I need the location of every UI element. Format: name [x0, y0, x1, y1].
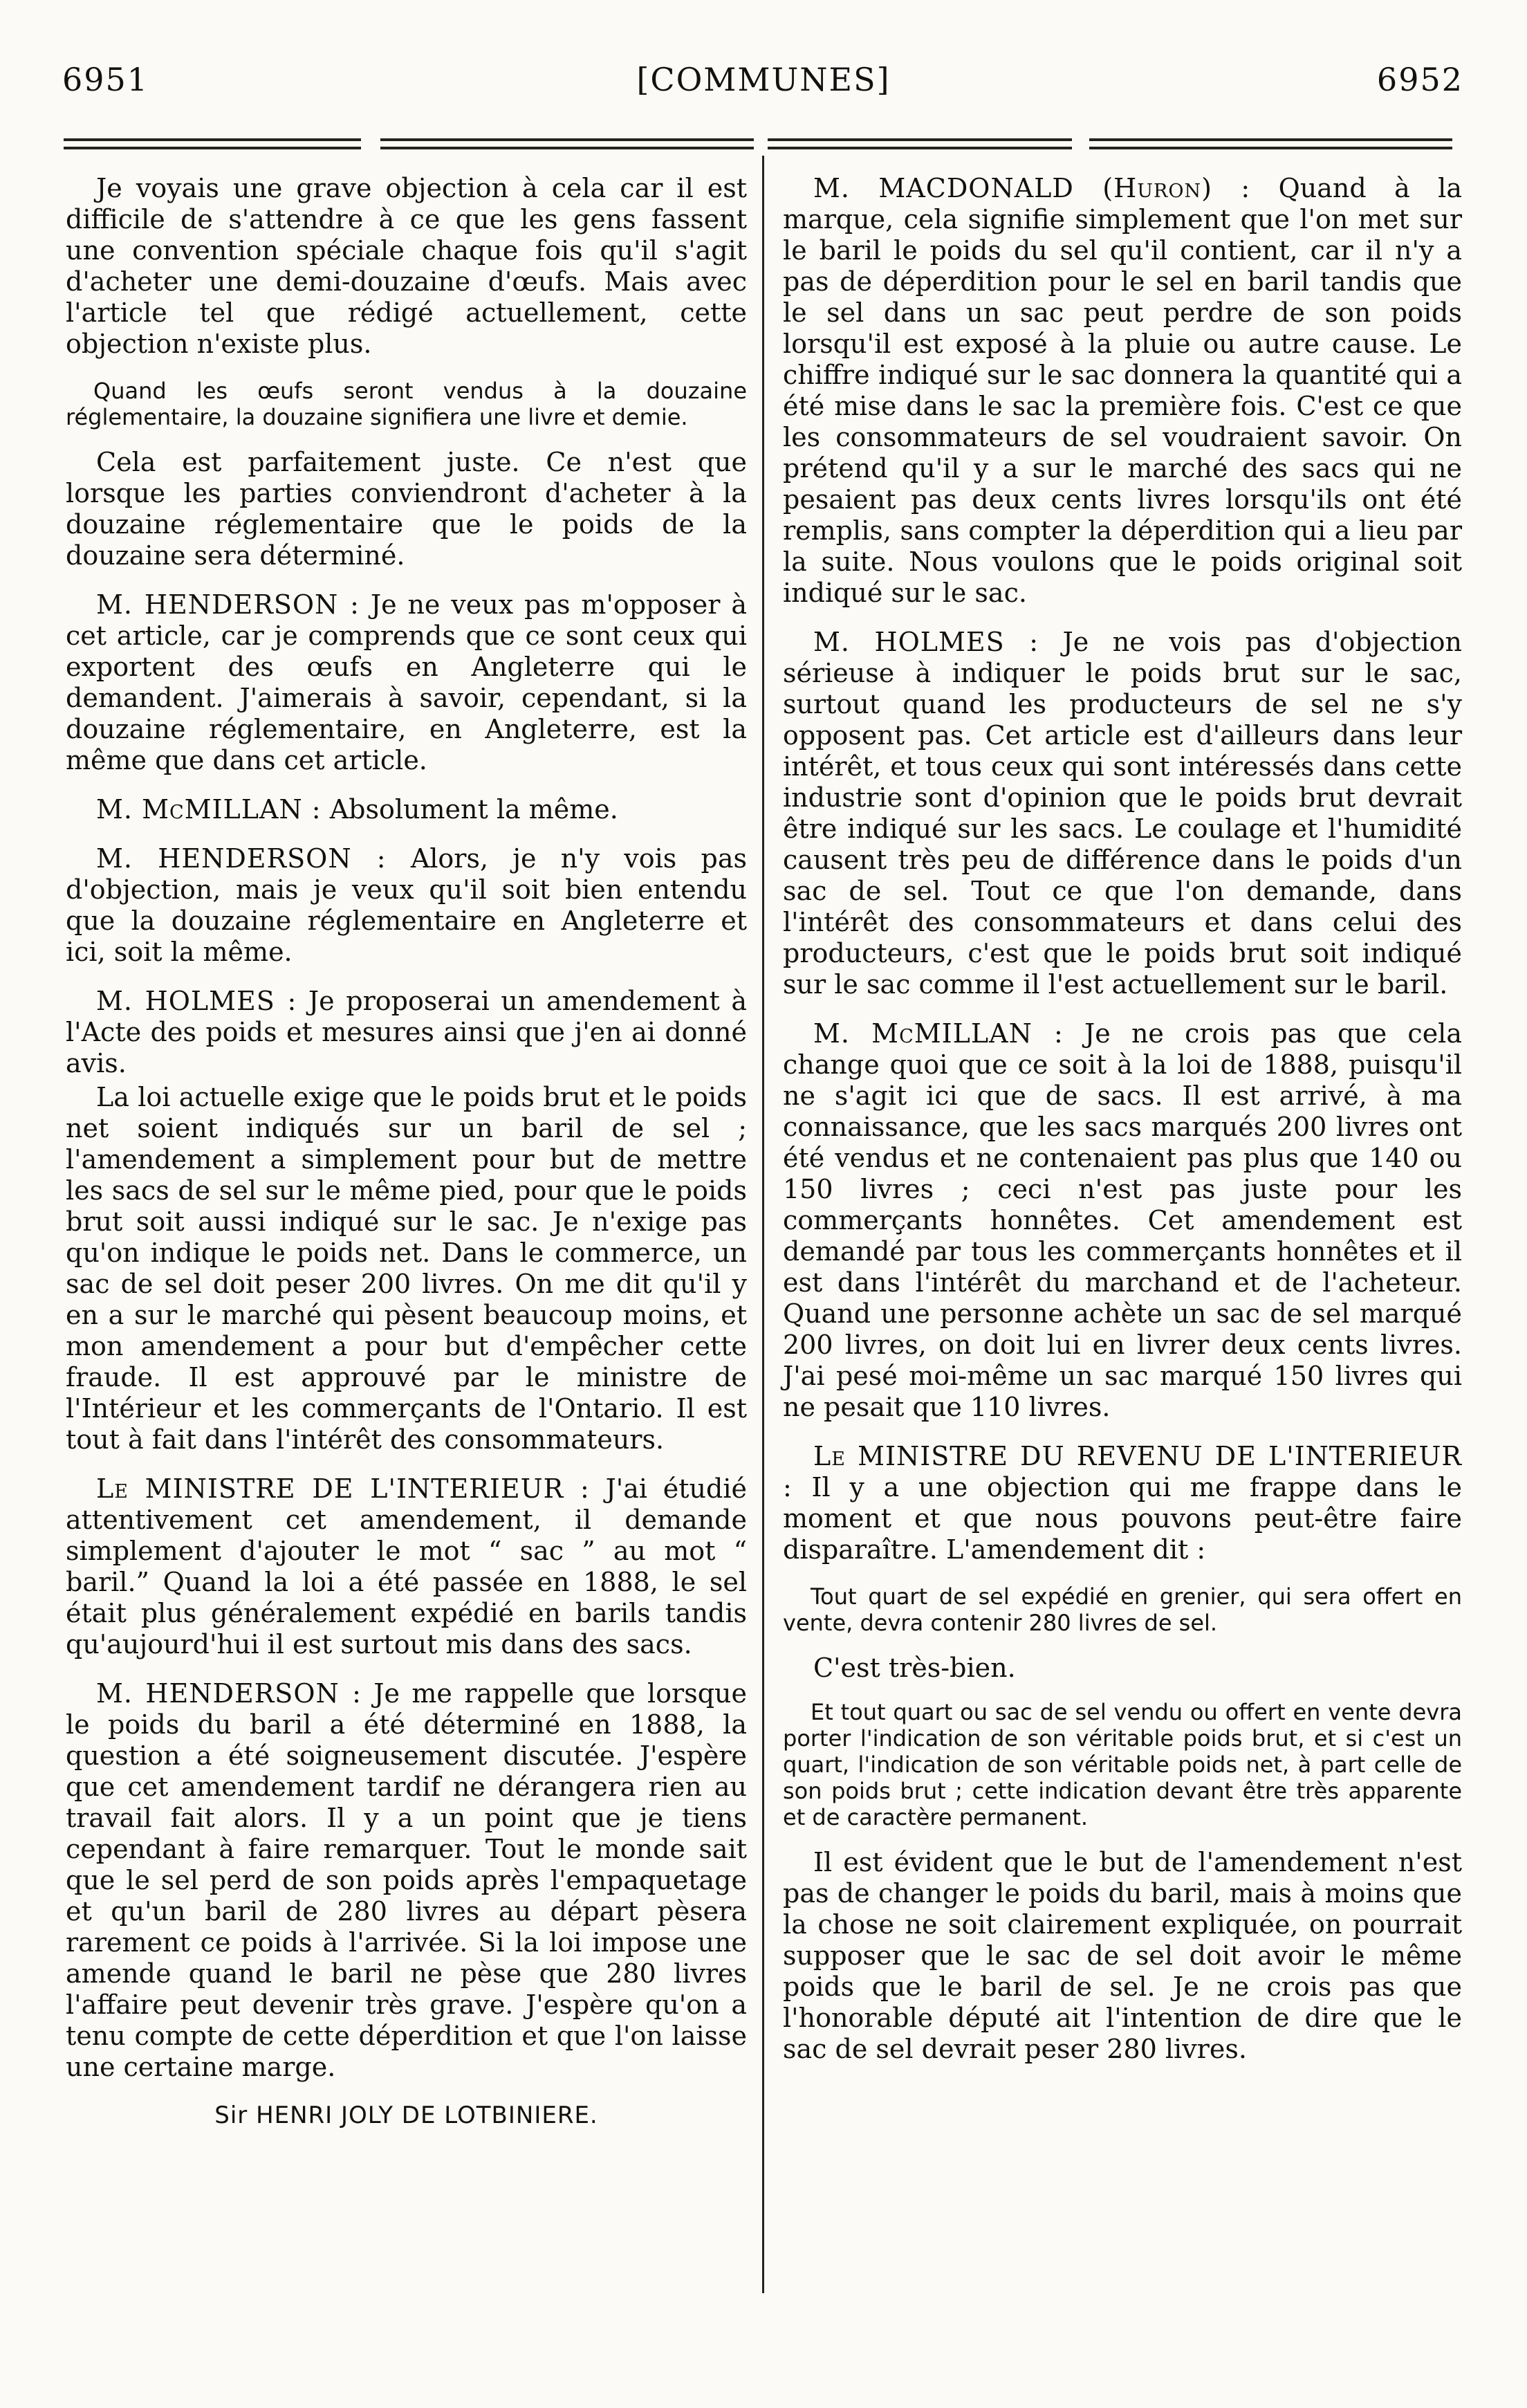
- speaker-name: M. HOLMES :: [96, 986, 297, 1016]
- speech-text: Absolument la même.: [329, 794, 618, 825]
- speech: [783, 1018, 1462, 1423]
- left-column: [66, 173, 747, 2130]
- page-number-left: 6951: [62, 61, 149, 98]
- speaker-name: M. HOLMES :: [813, 627, 1039, 657]
- speaker-name: M. McMILLAN :: [96, 794, 322, 825]
- running-title: [COMMUNES]: [636, 61, 891, 98]
- right-column: [783, 173, 1462, 2083]
- speech: [783, 627, 1462, 1000]
- speaker-name: M. HENDERSON :: [96, 1678, 362, 1709]
- short-remark: C'est très-bien.: [813, 1653, 1016, 1683]
- speaker-heading: Sir HENRI JOLY DE LOTBINIERE.: [214, 2102, 598, 2129]
- speech-text: J'ai étudié attentivement cet amendement, il demande simplement d'ajouter le mot “ sac ” au mot “ baril.” Quand la loi a été passée en 1888, le sel était plus généralement expédié en barils tandis qu'aujourd'hui il est surtout mis dans des sacs.: [66, 1473, 747, 1660]
- speaker-name: M. MACDONALD (Huron) :: [813, 173, 1251, 203]
- quoted-clause: Quand les œufs seront vendus à la douzaine réglementaire, la douzaine signifiera une livre et demie.: [66, 378, 747, 430]
- header-rule: [768, 137, 1072, 152]
- page-number-right: 6952: [1376, 61, 1463, 98]
- speech: [783, 1441, 1462, 1565]
- speaker-name: Le MINISTRE DE L'INTERIEUR :: [96, 1473, 590, 1504]
- header-rule: [64, 137, 361, 152]
- paragraph: Il est évident que le but de l'amendement n'est pas de changer le poids du baril, mais à moins que la chose ne soit clairement expliquée, on pourrait supposer que le sac de sel doit avoir le même poids que le baril de sel. Je ne crois pas que l'honorable député ait l'intention de dire que le sac de sel devrait peser 280 livres.: [783, 1847, 1462, 2064]
- speech-text: Il y a une objection qui me frappe dans le moment et que nous pouvons peut-être faire disparaître. L'amendement dit :: [783, 1472, 1462, 1565]
- speech: [66, 1678, 747, 2083]
- speech: [66, 986, 747, 1079]
- speaker-name: Le MINISTRE DU REVENU DE L'INTERIEUR :: [783, 1441, 1462, 1502]
- speech-text: Je ne vois pas d'objection sérieuse à indiquer le poids brut sur le sac, surtout quand les producteurs de sel ne s'y opposent pas. Cet article est d'ailleurs dans leur intérêt, et tous ceux qui sont intéressés dans cette industrie sont d'opinion que le poids brut devrait être indiqué sur les sacs. Le coulage et l'humidité causent très peu de différence dans le poids d'un sac de sel. Tout ce que l'on demande, dans l'intérêt des consommateurs et dans celui des producteurs, c'est que le poids brut soit indiqué sur le sac comme il l'est actuellement sur le baril.: [783, 627, 1462, 1000]
- speaker-name: M. HENDERSON :: [96, 843, 387, 874]
- paragraph: Cela est parfaitement juste. Ce n'est que lorsque les parties conviendront d'acheter à la douzaine réglementaire que le poids de la douzaine sera déterminé.: [66, 447, 747, 571]
- speech-text: Je proposerai un amendement à l'Acte des poids et mesures ainsi que j'en ai donné avis.: [66, 986, 748, 1078]
- speech-text: Je me rappelle que lorsque le poids du baril a été déterminé en 1888, la question a été soigneusement discutée. J'espère que cet amendement tardif ne dérangera rien au travail fait alors. Il y a un point que je tiens cependant à faire remarquer. Tout le monde sait que le sel perd de son poids après l'empaquetage et qu'un baril de 280 livres au départ pèsera rarement ce poids à l'arrivée. Si la loi impose une amende quand le baril ne pèse que 280 livres l'affaire peut devenir très grave. J'espère qu'on a tenu compte de cette déperdition et que l'on laisse une certaine marge.: [66, 1678, 747, 2082]
- speech-continuation: La loi actuelle exige que le poids brut et le poids net soient indiqués sur un baril de sel ; l'amendement a simplement pour but de mettre les sacs de sel sur le même pied, pour que le poids brut soit aussi indiqué sur le sac. Je n'exige pas qu'on indique le poids net. Dans le commerce, un sac de sel doit peser 200 livres. On me dit qu'il y en a sur le marché qui pèsent beaucoup moins, et mon amendement a pour but d'empêcher cette fraude. Il est approuvé par le ministre de l'Intérieur et les commerçants de l'Ontario. Il est tout à fait dans l'intérêt des consommateurs.: [66, 1082, 747, 1455]
- header-rule: [380, 137, 754, 152]
- quoted-clause: Et tout quart ou sac de sel vendu ou offert en vente devra porter l'indication de son véritable poids brut, et si c'est un quart, l'indication de son véritable poids net, à part celle de son poids brut ; cette indication devant être très apparente et de caractère permanent.: [783, 1699, 1462, 1830]
- speaker-name: M. HENDERSON :: [96, 589, 360, 620]
- speech-text: Je ne veux pas m'opposer à cet article, car je comprends que ce sont ceux qui exportent des œufs en Angleterre qui le demandent. J'aimerais à savoir, cependant, si la douzaine réglementaire, en Angleterre, est la même que dans cet article.: [66, 589, 747, 775]
- speech-text: Alors, je n'y vois pas d'objection, mais je veux qu'il soit bien entendu que la douzaine réglementaire en Angleterre et ici, soit la même.: [66, 843, 747, 967]
- paragraph: Je voyais une grave objection à cela car il est difficile de s'attendre à ce que les gens fassent une convention spéciale chaque fois qu'il s'agit d'acheter une demi-douzaine d'œufs. Mais avec l'article tel que rédigé actuellement, cette objection n'existe plus.: [66, 173, 747, 359]
- speech: [66, 589, 747, 776]
- column-divider: [762, 156, 764, 2293]
- speaker-name: M. McMILLAN :: [813, 1018, 1064, 1049]
- header-rule: [1089, 137, 1452, 152]
- speech-text: Je ne crois pas que cela change quoi que ce soit à la loi de 1888, puisqu'il ne s'agit ici que de sacs. Il est arrivé, à ma connaissance, que les sacs marqués 200 livres ont été vendus et ne contenaient pas plus que 140 ou 150 livres ; ceci n'est pas juste pour les commerçants honnêtes. Cet amendement est demandé par tous les commerçants honnêtes et il est dans l'intérêt du marchand et de l'acheteur. Quand une personne achète un sac de sel marqué 200 livres, on doit lui en livrer deux cents livres. J'ai pesé moi-même un sac marqué 150 livres qui ne pesait que 110 livres.: [783, 1018, 1462, 1422]
- speech: [783, 173, 1462, 609]
- speech-text: Quand à la marque, cela signifie simplement que l'on met sur le baril le poids du sel qu'il contient, car il n'y a pas de déperdition pour le sel en baril tandis que le sel dans un sac peut perdre de son poids lorsqu'il est exposé à la pluie ou autre cause. Le chiffre indiqué sur le sac donnera la quantité qui a été mise dans le sac la première fois. C'est ce que les consommateurs de sel voudraient savoir. On prétend qu'il y a sur le marché des sacs qui ne pesaient pas deux cents livres lorsqu'ils ont été remplis, sans compter la déperdition qui a lieu par la suite. Nous voulons que le poids original soit indiqué sur le sac.: [783, 173, 1462, 608]
- speech: [66, 1473, 747, 1660]
- quoted-clause: Tout quart de sel expédié en grenier, qui sera offert en vente, devra contenir 280 livres de sel.: [783, 1583, 1462, 1636]
- speech: [66, 843, 747, 968]
- speech: [66, 794, 747, 825]
